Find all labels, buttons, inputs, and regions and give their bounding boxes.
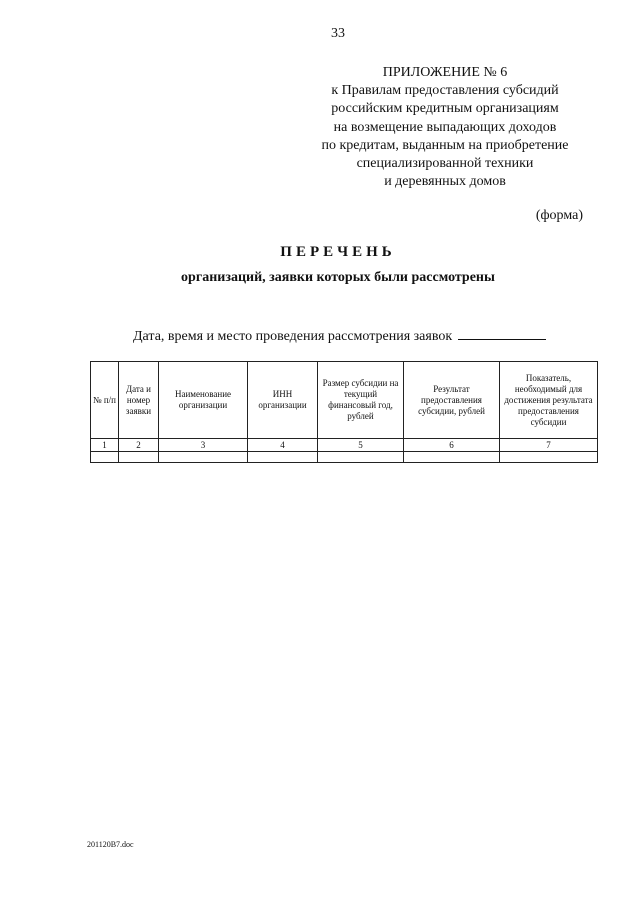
table-cell (248, 452, 318, 463)
table-cell (404, 452, 500, 463)
appendix-line: российским кредитным организациям (331, 101, 559, 117)
table-row (91, 452, 598, 463)
appendix-title: ПРИЛОЖЕНИЕ № 6 (382, 65, 508, 80)
header-date: Дата и номер заявки (119, 362, 159, 439)
organizations-table (90, 361, 598, 463)
column-number: 4 (248, 439, 318, 452)
form-label: (форма) (535, 208, 583, 223)
date-line-label: Дата, время и место проведения рассмотрения заявок (133, 329, 453, 344)
column-number-row (91, 439, 598, 452)
page-number: 33 (331, 26, 345, 41)
appendix-block (300, 64, 590, 191)
footer-filename: 201120В7.doc (87, 840, 134, 849)
date-line (133, 327, 546, 345)
header-subsidy: Размер субсидии на текущий финансовый год, рублей (318, 362, 404, 439)
appendix-line: и деревянных домов (384, 174, 506, 190)
column-number: 5 (318, 439, 404, 452)
header-indicator: Показатель, необходимый для достижения результата предоставления субсидии (500, 362, 598, 439)
appendix-line: специализированной техники (356, 156, 534, 172)
column-number: 2 (119, 439, 159, 452)
document-subheading: организаций, заявки которых были рассмотрены (181, 270, 495, 285)
header-name: Наименование организации (159, 362, 248, 439)
table-cell (159, 452, 248, 463)
table-cell (318, 452, 404, 463)
header-inn: ИНН организации (248, 362, 318, 439)
column-number: 1 (91, 439, 119, 452)
column-number: 7 (500, 439, 598, 452)
header-number: № п/п (91, 362, 119, 439)
table-cell (119, 452, 159, 463)
table-cell (500, 452, 598, 463)
appendix-line: по кредитам, выданным на приобретение (321, 137, 569, 153)
column-number: 6 (404, 439, 500, 452)
table-header-row (91, 362, 598, 439)
appendix-line: на возмещение выпадающих доходов (333, 119, 557, 135)
date-blank-field (458, 327, 546, 340)
table-cell (91, 452, 119, 463)
document-heading: ПЕРЕЧЕНЬ (280, 244, 396, 260)
column-number: 3 (159, 439, 248, 452)
appendix-line: к Правилам предоставления субсидий (331, 83, 559, 99)
header-result: Результат предоставления субсидии, рублей (404, 362, 500, 439)
